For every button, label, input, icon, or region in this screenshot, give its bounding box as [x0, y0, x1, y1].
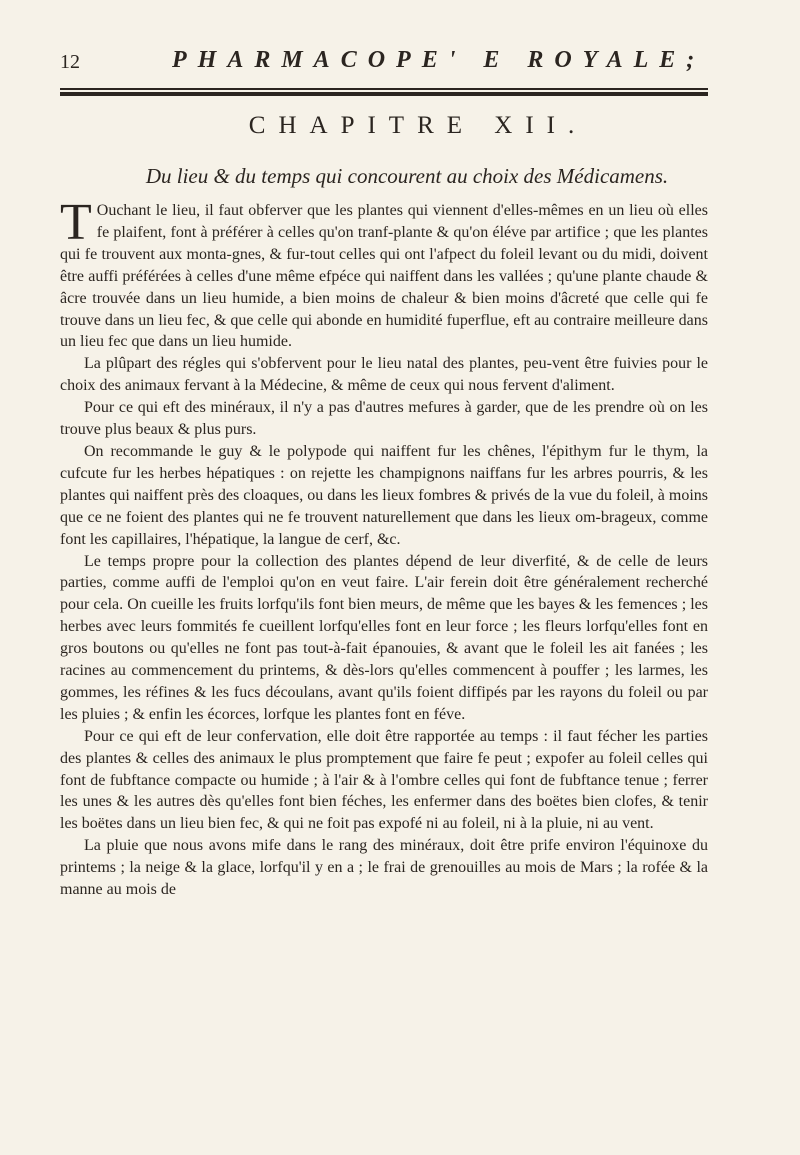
paragraph-1-text: Ouchant le lieu, il faut obferver que les plantes qui viennent d'elles-mêmes en un lieu où elles fe plaifent, font à préférer à celles qu'on tranf-plante & qu'on éléve par artifice ; que les plantes qui fe trouvent aux monta-gnes, & fur-tout celles qui ont l'afpect du foleil levant ou du midi, doivent être auffi préférées à celles d'une même efpéce qui naiffent dans les vallées ; qu'une plante chaude & âcre trouvée dans un lieu humide, a bien moins de chaleur & bien moins d'âcreté que celle qui fe trouve dans un lieu fec, & que celle qui abonde en humidité fuperflue, eft au contraire meilleure dans un lieu fec que dans un lieu humide.	[60, 202, 708, 351]
paragraph-2: La plûpart des régles qui s'obfervent pour le lieu natal des plantes, peu-vent être fuivies pour le choix des animaux fervant à la Médecine, & même de ceux qui nous fervent d'aliment.	[60, 355, 708, 395]
paragraph-1	[60, 194, 708, 353]
paragraph-5: Le temps propre pour la collection des plantes dépend de leur diverfité, & de celle de leurs parties, comme auffi de l'emploi qu'on en veut faire. L'air ferein doit être généralement recherché pour cela. On cueille les fruits lorfqu'ils font bien meurs, de même que les bayes & les femences ; les herbes avec leurs fommités fe cueillent lorfqu'elles font en leur force ; les fleurs lorfqu'elles font en gros boutons ou qu'elles ne font pas tout-à-fait épanouies, & avant que le foleil les ait fanées ; les racines au commencement du printems, & dès-lors qu'elles commencent à pouffer ; les larmes, les gommes, les réfines & les fucs découlans, avant qu'ils foient diffipés par les rayons du foleil ou par les pluies ; & enfin les écorces, lorfque les plantes font en féve.	[60, 552, 708, 723]
drop-cap: T	[60, 194, 92, 251]
paragraph-6: Pour ce qui eft de leur confervation, elle doit être rapportée au temps : il faut fécher les parties des plantes & celles des animaux le plus promptement que faire fe peut ; expofer au foleil celles qui font de fubftance compacte ou humide ; à l'air & à l'ombre celles qui font de fubftance tenue ; ferrer les unes & les autres dès qu'elles font bien féches, les enfermer dans des boëtes bien clofes, & tenir les boëtes dans un lieu bien fec, & qui ne foit pas expofé ni au foleil, ni à la pluie, ni au vent.	[60, 727, 708, 833]
running-head	[60, 45, 730, 79]
paragraph-4: On recommande le guy & le polypode qui naiffent fur les chênes, l'épithym fur le thym, la cufcute fur les herbes hépatiques : on rejette les champignons naiffans fur les arbres pourris, & les plantes qui naiffent près des cloaques, ou dans les lieux fombres & privés de la vue du foleil, à moins que ce ne foient des plantes qui ne fe trouvent naturellement que dans les lieux om-brageux, comme font les capillaires, l'hépatique, la langue de cerf, &c.	[60, 442, 708, 548]
header-rule	[60, 88, 708, 96]
chapter-subtitle: Du lieu & du temps qui concourent au choix des Médicamens.	[145, 164, 669, 188]
page-number: 12	[60, 51, 80, 73]
paragraph-3: Pour ce qui eft des minéraux, il n'y a pas d'autres mefures à garder, que de les prendre où on les trouve plus beaux & plus purs.	[60, 399, 708, 439]
paragraph-7: La pluie que nous avons mife dans le rang des minéraux, doit être prife environ l'équinoxe du printems ; la neige & la glace, lorfqu'il y en a ; le frai de grenouilles au mois de Mars ; la rofée & la manne au mois de	[60, 837, 708, 899]
chapter-heading: CHAPITRE XII.	[248, 112, 588, 139]
running-title: PHARMACOPE' E ROYALE;	[172, 47, 706, 73]
body-text	[60, 194, 708, 901]
